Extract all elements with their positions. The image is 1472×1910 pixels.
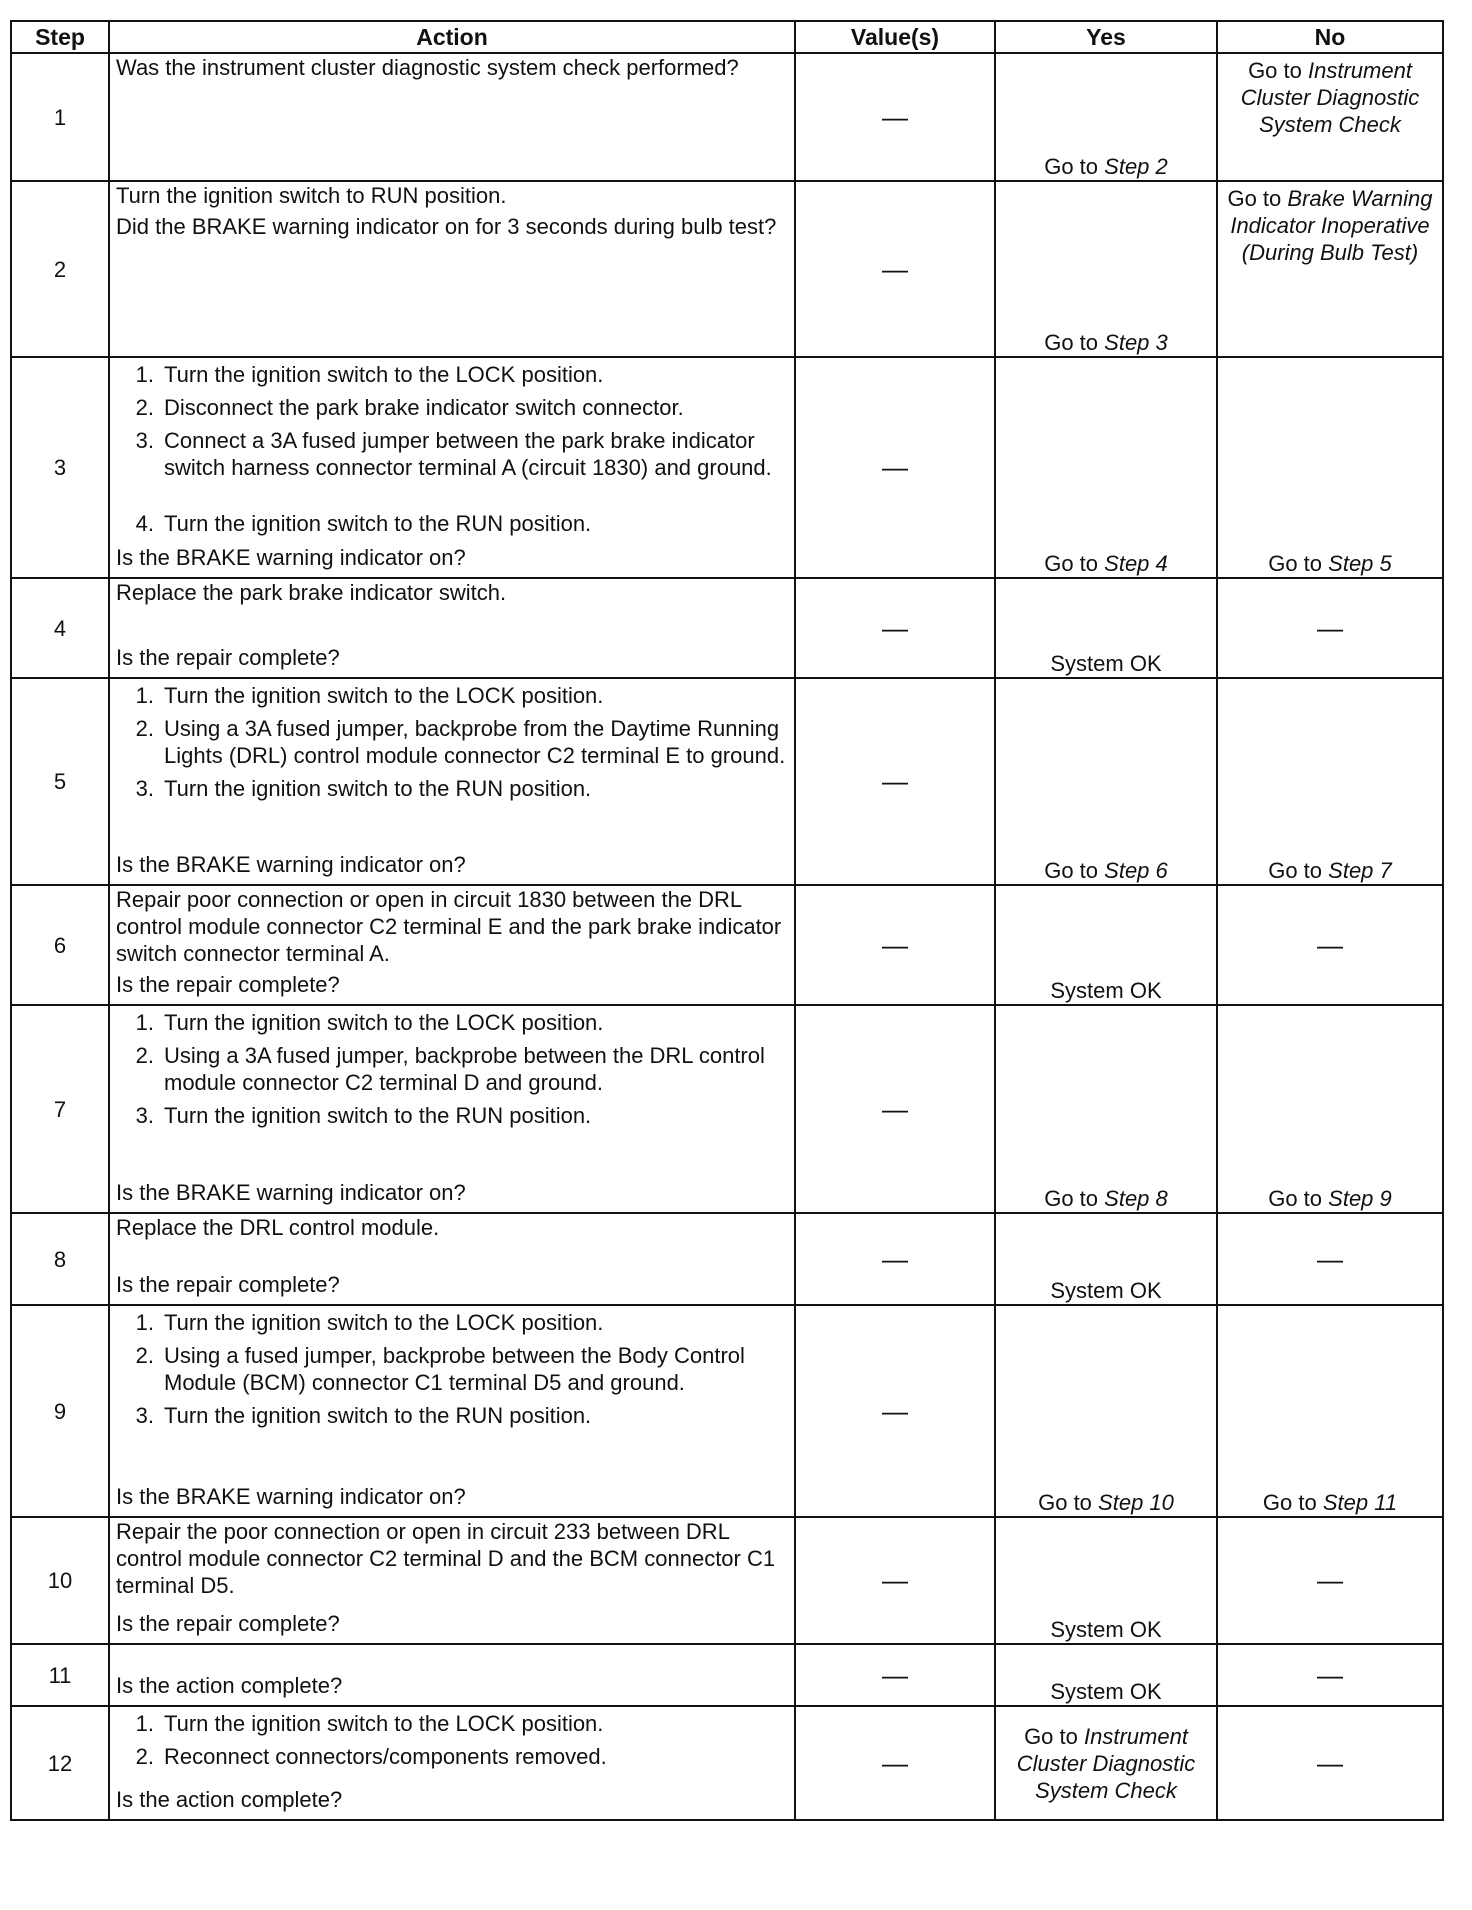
item-text: Turn the ignition switch to the LOCK position. [164, 1010, 604, 1035]
action-list-item [116, 1710, 788, 1737]
item-number: 1. [135, 683, 154, 708]
no-goto-link[interactable]: Instrument Cluster Diagnostic System Check [1240, 58, 1420, 137]
item-text: Turn the ignition switch to the LOCK position. [164, 1711, 604, 1736]
no-result [1217, 1005, 1443, 1213]
yes-result [995, 53, 1217, 181]
value-cell: — [795, 1005, 995, 1213]
table-row [11, 1517, 1443, 1644]
no-goto-text: Go to [1268, 551, 1323, 576]
yes-result [995, 1213, 1217, 1305]
item-number: 4. [135, 511, 154, 536]
action-content [116, 54, 788, 174]
action-cell [109, 1706, 795, 1820]
item-number: 3. [135, 1103, 154, 1128]
item-text: Disconnect the park brake indicator switch connector. [164, 395, 684, 420]
no-result: — [1217, 885, 1443, 1005]
action-paragraph: Turn the ignition switch to RUN position. [116, 183, 507, 208]
item-text: Turn the ignition switch to the RUN position. [164, 511, 592, 536]
step-number: 4 [11, 578, 109, 678]
value-cell: — [795, 1644, 995, 1706]
action-cell [109, 1213, 795, 1305]
action-cell [109, 578, 795, 678]
action-content [116, 1518, 788, 1637]
action-content [116, 1006, 788, 1206]
table-row [11, 1706, 1443, 1820]
yes-goto-text: Go to [1044, 330, 1099, 355]
yes-result [995, 1644, 1217, 1706]
no-goto-text: Go to [1268, 1186, 1323, 1211]
action-content [116, 1306, 788, 1510]
action-paragraph: Was the instrument cluster diagnostic system check performed? [116, 55, 739, 80]
header-yes: Yes [995, 21, 1217, 53]
item-number: 3. [135, 1403, 154, 1428]
yes-goto-text: Go to [1044, 154, 1099, 179]
yes-result [995, 181, 1217, 357]
yes-goto-text: Go to [1038, 1490, 1092, 1515]
action-list-item [116, 682, 788, 709]
action-paragraph: Replace the DRL control module. [116, 1215, 440, 1240]
yes-goto-text: Go to [1044, 1186, 1099, 1211]
table-row [11, 357, 1443, 578]
action-list-item [116, 1309, 788, 1336]
table-row [11, 678, 1443, 885]
value-cell: — [795, 1213, 995, 1305]
action-cell [109, 885, 795, 1005]
yes-result [995, 1305, 1217, 1517]
header-row [11, 21, 1443, 53]
no-result: — [1217, 1213, 1443, 1305]
value-cell: — [795, 578, 995, 678]
action-content [116, 1707, 788, 1813]
action-list-item [116, 775, 788, 802]
item-number: 2. [135, 1343, 154, 1368]
action-question: Is the BRAKE warning indicator on? [116, 852, 466, 877]
no-goto-text: Go to [1262, 1490, 1317, 1515]
no-goto-link[interactable]: Step 5 [1328, 551, 1392, 576]
step-number: 3 [11, 357, 109, 578]
action-question: Is the BRAKE warning indicator on? [116, 545, 466, 570]
table-row [11, 53, 1443, 181]
action-paragraph: Repair the poor connection or open in circuit 233 between DRL control module connector C2 terminal D and the BCM connector C1 terminal D5. [116, 1519, 776, 1598]
item-text: Turn the ignition switch to the LOCK position. [164, 362, 604, 387]
yes-result [995, 885, 1217, 1005]
yes-goto-link[interactable]: Step 3 [1104, 330, 1168, 355]
value-cell: — [795, 1305, 995, 1517]
action-cell [109, 1517, 795, 1644]
action-list-item [116, 361, 788, 388]
item-text: Turn the ignition switch to the RUN position. [164, 1103, 592, 1128]
action-content [116, 1645, 788, 1699]
no-result [1217, 181, 1443, 357]
item-number: 2. [135, 395, 154, 420]
action-cell [109, 357, 795, 578]
header-step: Step [11, 21, 109, 53]
step-number: 1 [11, 53, 109, 181]
table-row [11, 1213, 1443, 1305]
yes-text: System OK [1050, 978, 1162, 1003]
yes-goto-link[interactable]: Instrument Cluster Diagnostic System Check [1016, 1723, 1196, 1803]
action-list-item [116, 1042, 788, 1096]
no-result: — [1217, 1644, 1443, 1706]
action-cell [109, 1005, 795, 1213]
step-number: 7 [11, 1005, 109, 1213]
no-goto-text: Go to [1268, 858, 1323, 883]
no-goto-text: Go to [1227, 186, 1282, 211]
no-result [1217, 678, 1443, 885]
value-cell: — [795, 53, 995, 181]
item-text: Turn the ignition switch to the LOCK position. [164, 683, 604, 708]
table-row [11, 885, 1443, 1005]
yes-goto-text: Go to [1044, 858, 1099, 883]
action-content [116, 886, 788, 998]
item-number: 1. [135, 1310, 154, 1335]
action-list-item [116, 1009, 788, 1036]
item-text: Turn the ignition switch to the LOCK position. [164, 1310, 604, 1335]
action-question: Is the action complete? [116, 1673, 343, 1698]
action-paragraph: Did the BRAKE warning indicator on for 3 seconds during bulb test? [116, 214, 777, 239]
item-text: Using a fused jumper, backprobe between the Body Control Module (BCM) connector C1 terminal D5 and ground. [164, 1343, 745, 1395]
action-list-item [116, 510, 788, 537]
item-text: Reconnect connectors/components removed. [164, 1744, 607, 1769]
value-cell: — [795, 678, 995, 885]
step-number: 2 [11, 181, 109, 357]
yes-text: System OK [1050, 1278, 1162, 1303]
action-list-item [116, 715, 788, 769]
no-goto-link[interactable]: Step 9 [1328, 1186, 1392, 1211]
table-body [11, 53, 1443, 1820]
action-cell [109, 181, 795, 357]
action-question: Is the action complete? [116, 1787, 343, 1812]
no-result: — [1217, 1706, 1443, 1820]
step-number: 6 [11, 885, 109, 1005]
yes-result [995, 1517, 1217, 1644]
action-list-item [116, 1743, 788, 1770]
table-row [11, 578, 1443, 678]
yes-text: System OK [1050, 651, 1162, 676]
yes-goto-link[interactable]: Step 8 [1104, 1186, 1168, 1211]
item-text: Turn the ignition switch to the RUN position. [164, 1403, 592, 1428]
action-content [116, 679, 788, 878]
action-list-item [116, 1102, 788, 1129]
item-text: Connect a 3A fused jumper between the park brake indicator switch harness connector terminal A (circuit 1830) and ground. [164, 428, 772, 480]
yes-goto-link[interactable]: Step 10 [1098, 1490, 1174, 1515]
header-action: Action [109, 21, 795, 53]
action-question: Is the repair complete? [116, 972, 340, 997]
yes-result [995, 357, 1217, 578]
item-number: 3. [135, 428, 154, 453]
no-result: — [1217, 1517, 1443, 1644]
step-number: 9 [11, 1305, 109, 1517]
item-text: Using a 3A fused jumper, backprobe from the Daytime Running Lights (DRL) control module connector C2 terminal E to ground. [164, 716, 786, 768]
item-number: 3. [135, 776, 154, 801]
yes-goto-link[interactable]: Step 6 [1104, 858, 1168, 883]
item-number: 1. [135, 362, 154, 387]
step-number: 5 [11, 678, 109, 885]
step-number: 10 [11, 1517, 109, 1644]
yes-goto-link[interactable]: Step 4 [1104, 551, 1168, 576]
step-number: 11 [11, 1644, 109, 1706]
no-result [1217, 1305, 1443, 1517]
yes-result [995, 1706, 1217, 1820]
diagnostic-table [10, 20, 1444, 1821]
step-number: 8 [11, 1213, 109, 1305]
table-row [11, 1005, 1443, 1213]
yes-goto-text: Go to [1044, 551, 1099, 576]
yes-goto-text: Go to [1024, 1723, 1078, 1749]
action-question: Is the BRAKE warning indicator on? [116, 1484, 466, 1509]
action-content [116, 1214, 788, 1298]
action-content [116, 579, 788, 671]
value-cell: — [795, 1706, 995, 1820]
item-text: Turn the ignition switch to the RUN position. [164, 776, 592, 801]
action-content [116, 358, 788, 571]
no-result [1217, 53, 1443, 181]
action-cell [109, 1644, 795, 1706]
action-cell [109, 1305, 795, 1517]
yes-result [995, 578, 1217, 678]
action-cell [109, 678, 795, 885]
action-list-item [116, 1402, 788, 1429]
action-list-item [116, 427, 788, 481]
yes-text: System OK [1050, 1679, 1162, 1704]
step-number: 12 [11, 1706, 109, 1820]
action-paragraph: Repair poor connection or open in circuit 1830 between the DRL control module connector C2 terminal E and the park brake indicator switch connector terminal A. [116, 887, 782, 966]
header-no: No [1217, 21, 1443, 53]
yes-text: System OK [1050, 1617, 1162, 1642]
action-question: Is the BRAKE warning indicator on? [116, 1180, 466, 1205]
table-row [11, 181, 1443, 357]
value-cell: — [795, 181, 995, 357]
no-goto-link[interactable]: Brake Warning Indicator Inoperative (During Bulb Test) [1230, 186, 1433, 265]
table-row [11, 1305, 1443, 1517]
value-cell: — [795, 357, 995, 578]
item-text: Using a 3A fused jumper, backprobe between the DRL control module connector C2 terminal D and ground. [164, 1043, 765, 1095]
action-list-item [116, 1342, 788, 1396]
item-number: 1. [135, 1711, 154, 1736]
action-cell [109, 53, 795, 181]
item-number: 1. [135, 1010, 154, 1035]
action-paragraph: Replace the park brake indicator switch. [116, 580, 507, 605]
action-question: Is the repair complete? [116, 645, 340, 670]
header-values: Value(s) [795, 21, 995, 53]
no-result: — [1217, 578, 1443, 678]
no-goto-text: Go to [1248, 58, 1302, 83]
item-number: 2. [135, 1043, 154, 1068]
item-number: 2. [135, 1744, 154, 1769]
action-list-item [116, 394, 788, 421]
action-question: Is the repair complete? [116, 1272, 340, 1297]
no-goto-link[interactable]: Step 11 [1322, 1490, 1398, 1515]
no-goto-link[interactable]: Step 7 [1328, 858, 1392, 883]
value-cell: — [795, 885, 995, 1005]
yes-goto-link[interactable]: Step 2 [1104, 154, 1168, 179]
yes-result [995, 1005, 1217, 1213]
no-result [1217, 357, 1443, 578]
yes-result [995, 678, 1217, 885]
action-content [116, 182, 788, 350]
item-number: 2. [135, 716, 154, 741]
table-row [11, 1644, 1443, 1706]
value-cell: — [795, 1517, 995, 1644]
action-question: Is the repair complete? [116, 1611, 340, 1636]
